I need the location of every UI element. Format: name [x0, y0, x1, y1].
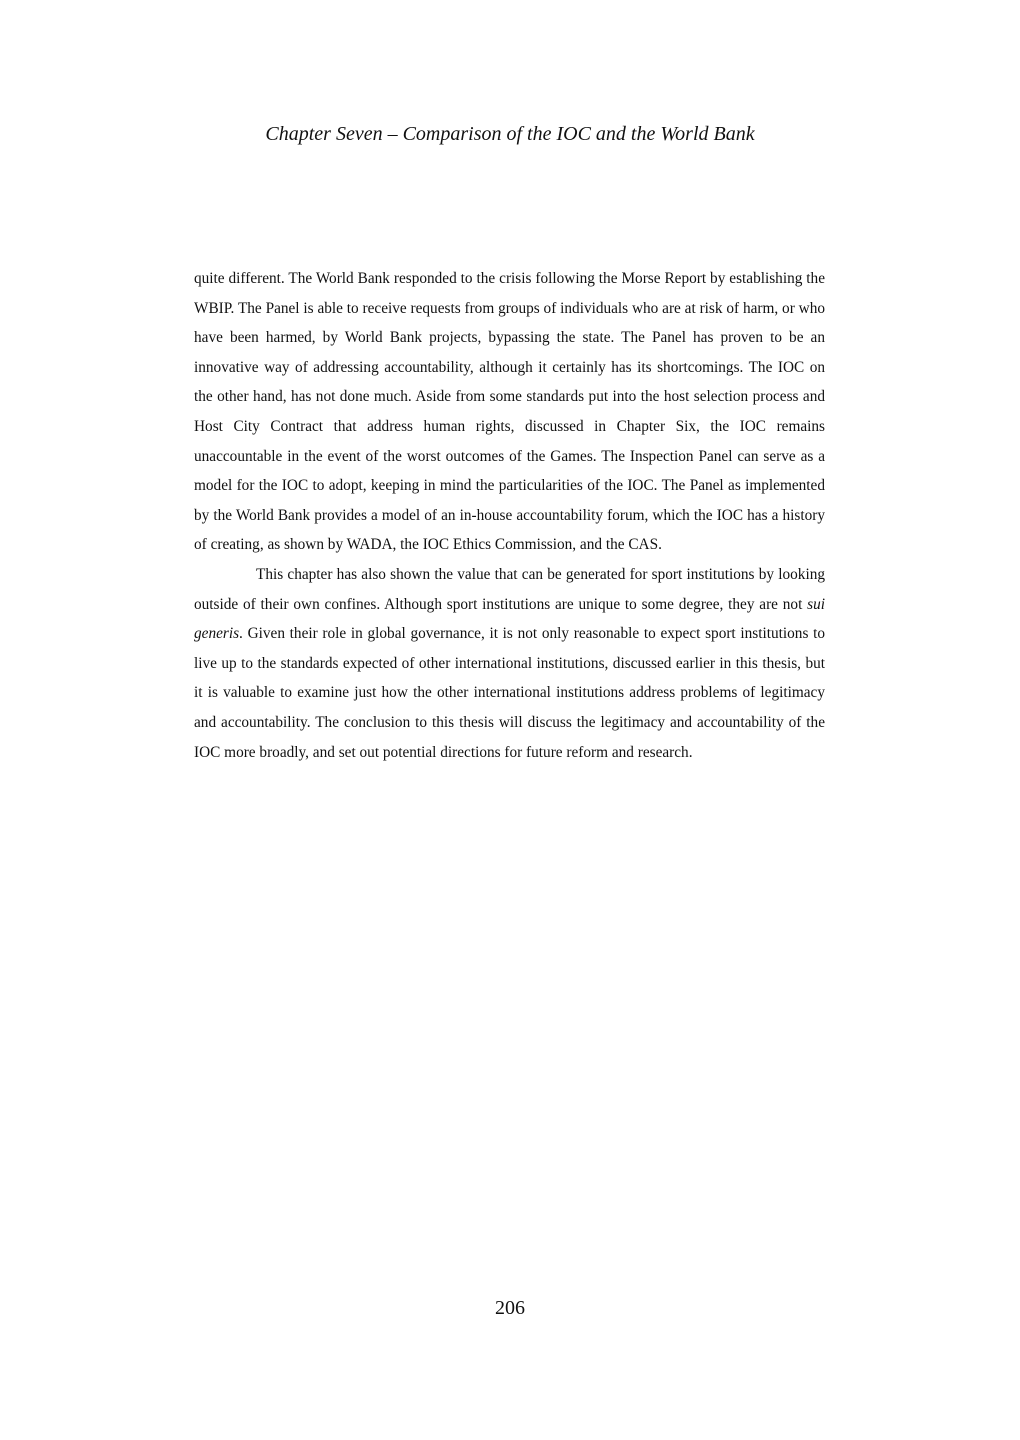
paragraph-1: quite different. The World Bank responded to the crisis following the Morse Report by establishing the WBIP. The Panel is able to receive requests from groups of individuals who are at risk of harm, or who have been harmed, by World Bank projects, bypassing the state. The Panel has proven to be an innovative way of addressing accountability, although it certainly has its shortcomings. The IOC on the other hand, has not done much. Aside from some standards put into the host selection process and Host City Contract that address human rights, discussed in Chapter Six, the IOC remains unaccountable in the event of the worst outcomes of the Games. The Inspection Panel can serve as a model for the IOC to adopt, keeping in mind the particularities of the IOC. The Panel as implemented by the World Bank provides a model of an in-house accountability forum, which the IOC has a history of creating, as shown by WADA, the IOC Ethics Commission, and the CAS.	[194, 270, 825, 554]
running-header: Chapter Seven – Comparison of the IOC and the World Bank	[265, 123, 755, 145]
italic-term: sui generis	[194, 595, 825, 643]
page-number: 206	[495, 1297, 525, 1319]
paragraph-2-text-end: . Given their role in global governance, it is not only reasonable to expect sport institutions to live up to the standards expected of other international institutions, discussed earlier in this thesis, but it is valuable to examine just how the other international institutions address problems of legitimacy and accountability. The conclusion to this thesis will discuss the legitimacy and accountability of the IOC more broadly, and set out potential directions for future reform and research.	[194, 625, 825, 761]
paragraph-2-text-start: This chapter has also shown the value that can be generated for sport institutions by looking outside of their own confines. Although sport institutions are unique to some degree, they are not	[194, 565, 825, 613]
paragraph-2	[194, 560, 825, 767]
body-text	[194, 264, 825, 767]
